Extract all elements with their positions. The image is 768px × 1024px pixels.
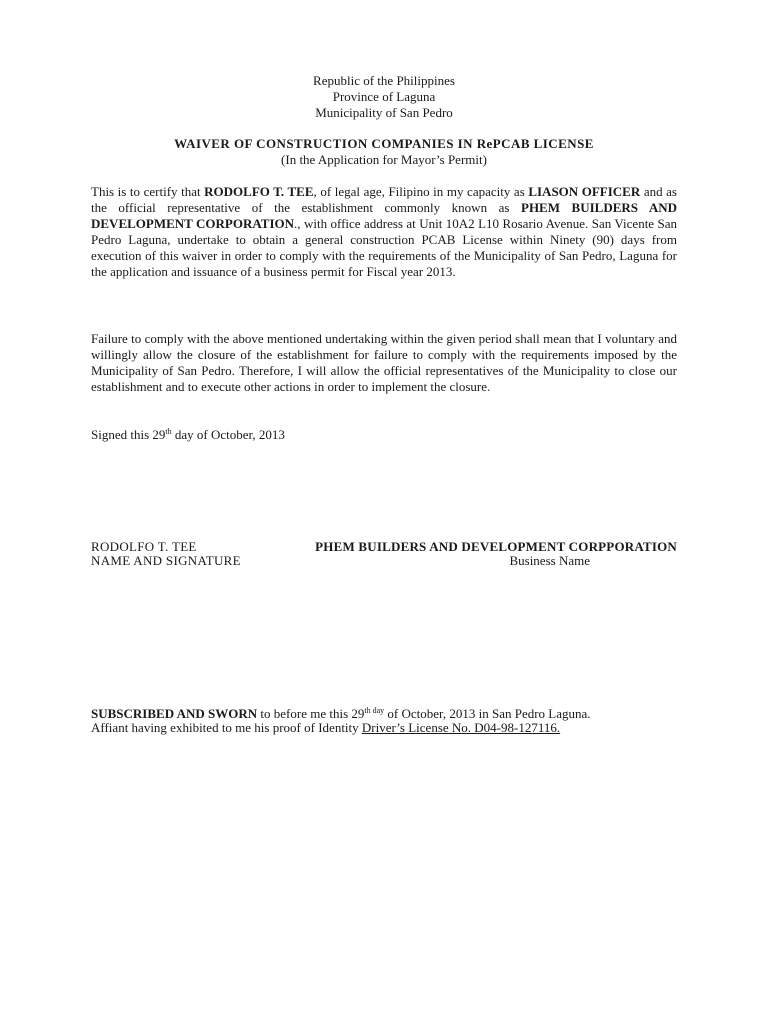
jurat-text-1: to before me this 29 [257, 706, 365, 721]
document-header [0, 73, 768, 121]
certification-paragraph [91, 184, 677, 280]
failure-paragraph: Failure to comply with the above mentioned undertaking within the given period shall mean that I voluntary and willingly allow the closure of the establishment for failure to comply with the requirements imposed by the Municipality of San Pedro. Therefore, I will allow the official representatives of the Municipality to close our establishment and to execute other actions in order to implement the closure. [91, 331, 677, 394]
signed-ordinal: th [165, 427, 172, 436]
business-block [315, 540, 677, 568]
header-province: Province of Laguna [332, 89, 436, 104]
business-name-label: Business Name [509, 553, 590, 568]
jurat-text-2: of October, 2013 in San Pedro Laguna. [384, 706, 591, 721]
signature-label: NAME AND SIGNATURE [91, 553, 241, 568]
document-title: WAIVER OF CONSTRUCTION COMPANIES IN RePCAB LICENSE [174, 136, 594, 151]
signed-prefix: Signed this 29 [91, 427, 166, 442]
p1-text-1: This is to certify that [91, 184, 205, 199]
jurat-identity-text: Affiant having exhibited to me his proof of Identity [91, 720, 362, 735]
jurat-block [91, 707, 681, 735]
jurat-ordinal: th day [364, 706, 385, 715]
jurat-line-2 [91, 721, 681, 735]
business-name: PHEM BUILDERS AND DEVELOPMENT CORPPORATION [315, 539, 677, 554]
affiant-name: RODOLFO T. TEE [204, 184, 314, 199]
document-subtitle: (In the Application for Mayor’s Permit) [281, 152, 487, 167]
title-block [0, 136, 768, 168]
signature-block [91, 540, 241, 568]
p1-text-2: , of legal age, Filipino in my capacity as [313, 184, 529, 199]
signed-date-line [91, 427, 285, 443]
signed-suffix: day of October, 2013 [171, 427, 285, 442]
affiant-position: LIASON OFFICER [528, 184, 641, 199]
signatory-name: RODOLFO T. TEE [91, 539, 197, 554]
drivers-license-id: Driver’s License No. D04-98-127116. [361, 720, 561, 735]
header-republic: Republic of the Philippines [313, 73, 455, 88]
company-name: PHEM BUILDERS AND DEVELOPMENT CORPORATION [91, 200, 677, 231]
p1-text-4: ., with office address at Unit 10A2 L10 Rosario Avenue. San Vicente San Pedro Laguna, undertake to obtain a general construction PCAB License within Ninety (90) days from execution of this waiver in order to comply with the requirements of the Municipality of San Pedro, Laguna for the application and issuance of a business permit for Fiscal year 2013. [91, 216, 678, 279]
jurat-line-1 [91, 707, 681, 721]
subscribed-sworn: SUBSCRIBED AND SWORN [91, 706, 258, 721]
header-municipality: Municipality of San Pedro [315, 105, 453, 120]
p1-text-3: and as the official representative of the establishment commonly known as [91, 184, 677, 215]
